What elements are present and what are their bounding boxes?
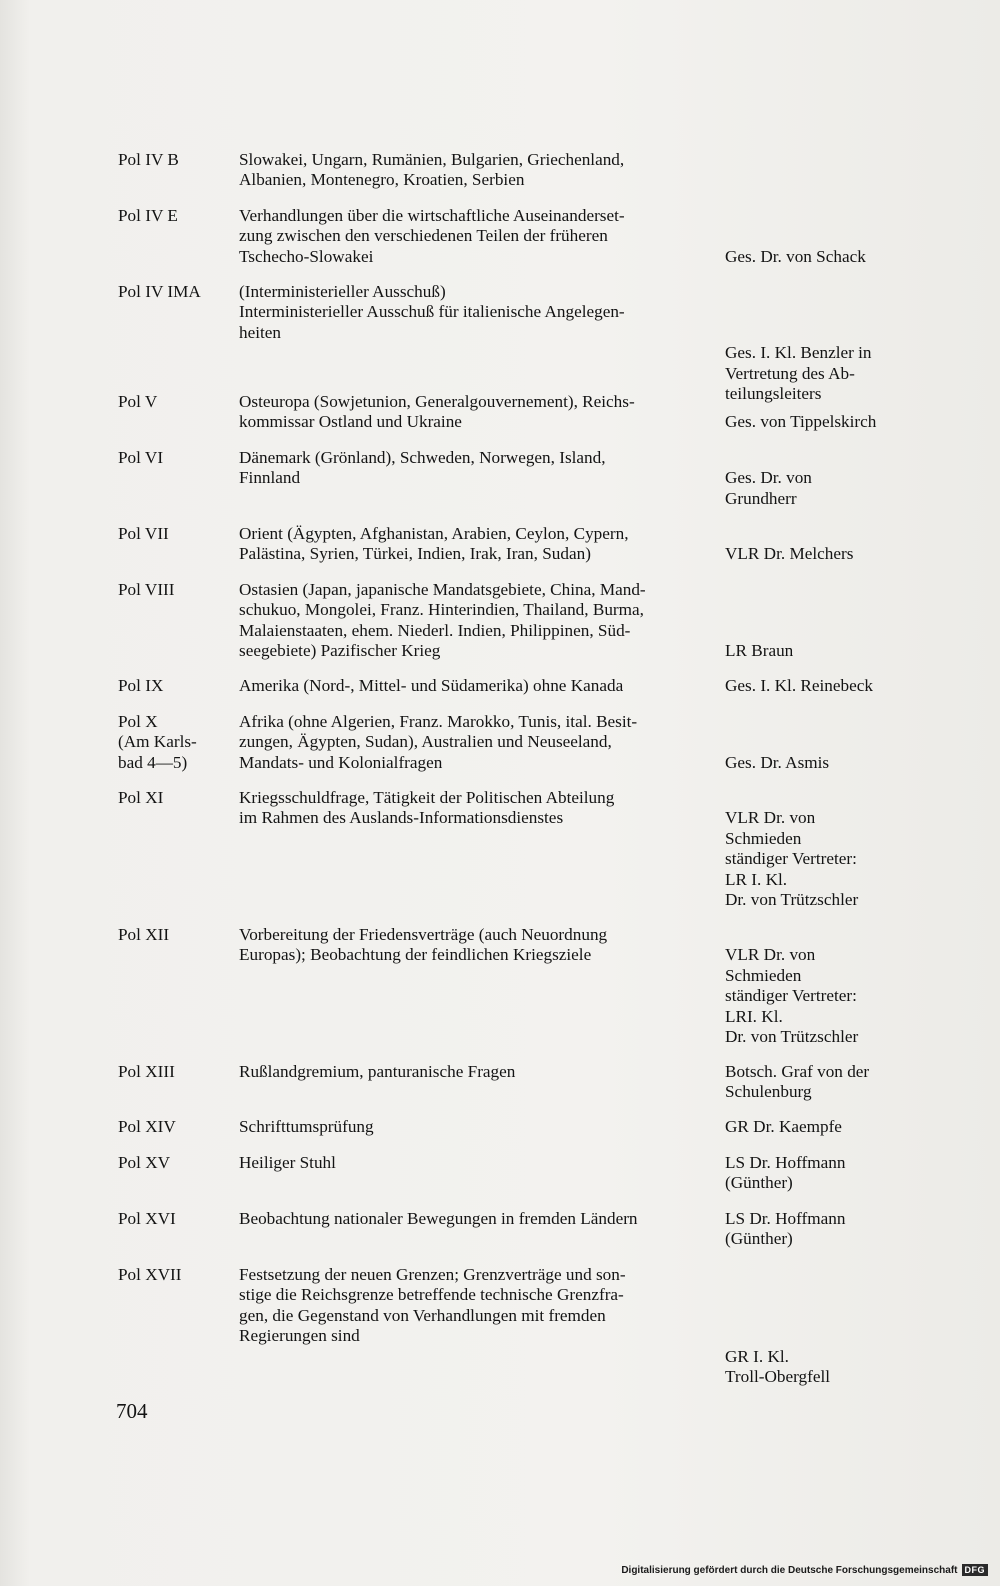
entry-official: Ges. Dr. Asmis (725, 752, 830, 772)
entry-description: (Interministerieller Ausschuß) Interministerieller Ausschuß für italienische Angelegen- heiten (239, 282, 625, 342)
entry-description: Schrifttumsprüfung (239, 1117, 374, 1136)
digitization-footer (621, 1564, 988, 1576)
entry-code: Pol VI (118, 448, 164, 467)
entry-official: Ges. Dr. von Schack (725, 246, 866, 266)
entry-description: Festsetzung der neuen Grenzen; Grenzverträge und son- stige die Reichsgrenze betreffende technische Grenzfra- gen, die Gegenstand von Verhandlungen mit fremden Regierungen sind (239, 1265, 626, 1346)
entry-description: Verhandlungen über die wirtschaftliche Auseinanderset- zung zwischen den verschiedenen Teilen der früheren Tschecho-Slowakei (239, 206, 625, 266)
entry-official: Botsch. Graf von der Schulenburg (725, 1062, 870, 1102)
entry-description: Vorbereitung der Friedensverträge (auch Neuordnung Europas); Beobachtung der feindlichen Kriegsziele (239, 925, 608, 965)
entry-official: Ges. von Tippelskirch (725, 412, 877, 432)
entry-code: Pol IV B (118, 150, 179, 169)
entry-code: Pol V (118, 392, 158, 411)
entry-description: Beobachtung nationaler Bewegungen in fremden Ländern (239, 1209, 638, 1228)
entry-description: Kriegsschuldfrage, Tätigkeit der Politischen Abteilung im Rahmen des Auslands-Informationsdienstes (239, 788, 615, 828)
entry-description: Ostasien (Japan, japanische Mandatsgebiete, China, Mand- schukuo, Mongolei, Franz. Hinterindien, Thailand, Burma, Malaienstaaten, ehem. Niederl. Indien, Philippinen, Süd- seegebiete) Pazifischer Krieg (239, 580, 646, 661)
entry-code: Pol X (Am Karls- bad 4—5) (118, 712, 197, 772)
entry-description: Osteuropa (Sowjetunion, Generalgouvernement), Reichs- kommissar Ostland und Ukraine (239, 392, 635, 432)
entry-official: LR Braun (725, 641, 794, 661)
entry-code: Pol IX (118, 676, 164, 695)
entry-official: LS Dr. Hoffmann (Günther) (725, 1153, 846, 1193)
entry-description: Afrika (ohne Algerien, Franz. Marokko, Tunis, ital. Besit- zungen, Ägypten, Sudan), Australien und Neuseeland, Mandats- und Kolonialfragen (239, 712, 638, 772)
entry-description: Orient (Ägypten, Afghanistan, Arabien, Ceylon, Cypern, Palästina, Syrien, Türkei, Indien, Irak, Iran, Sudan) (239, 524, 629, 564)
entry-description: Slowakei, Ungarn, Rumänien, Bulgarien, Griechenland, Albanien, Montenegro, Kroatien, Serbien (239, 150, 625, 190)
entry-description: Amerika (Nord-, Mittel- und Südamerika) ohne Kanada (239, 676, 624, 695)
entry-official: GR I. Kl. Troll-Obergfell (725, 1346, 831, 1387)
entry-official: VLR Dr. von Schmieden ständiger Vertreter: LRI. Kl. Dr. von Trützschler (725, 945, 859, 1047)
entry-code: Pol VIII (118, 580, 175, 599)
entry-code: Pol XVI (118, 1209, 176, 1228)
entry-description: Heiliger Stuhl (239, 1153, 336, 1172)
entry-official: Ges. Dr. von Grundherr (725, 468, 812, 508)
entry-code: Pol IV E (118, 206, 178, 225)
entry-official: VLR Dr. von Schmieden ständiger Vertreter: LR I. Kl. Dr. von Trützschler (725, 808, 859, 910)
entry-official: LS Dr. Hoffmann (Günther) (725, 1209, 846, 1249)
entry-code: Pol XIV (118, 1117, 176, 1136)
footer-text: Digitalisierung gefördert durch die Deutsche Forschungsgemeinschaft (621, 1564, 958, 1576)
entry-code: Pol XI (118, 788, 164, 807)
entry-description: Dänemark (Grönland), Schweden, Norwegen, Island, Finnland (239, 448, 606, 488)
entry-code: Pol XV (118, 1153, 171, 1172)
entry-official: Ges. I. Kl. Reinebeck (725, 676, 873, 695)
entry-official: GR Dr. Kaempfe (725, 1117, 842, 1136)
entry-official: Ges. I. Kl. Benzler in Vertretung des Ab- teilungsleiters (725, 343, 872, 404)
entry-description: Rußlandgremium, panturanische Fragen (239, 1062, 516, 1081)
entry-code: Pol VII (118, 524, 169, 543)
entry-code: Pol XIII (118, 1062, 175, 1081)
entry-code: Pol XII (118, 925, 170, 944)
page-number: 704 (116, 1399, 148, 1423)
entry-code: Pol IV IMA (118, 282, 201, 301)
entry-code: Pol XVII (118, 1265, 182, 1284)
dfg-logo: DFG (962, 1564, 989, 1576)
entry-official: VLR Dr. Melchers (725, 544, 854, 564)
